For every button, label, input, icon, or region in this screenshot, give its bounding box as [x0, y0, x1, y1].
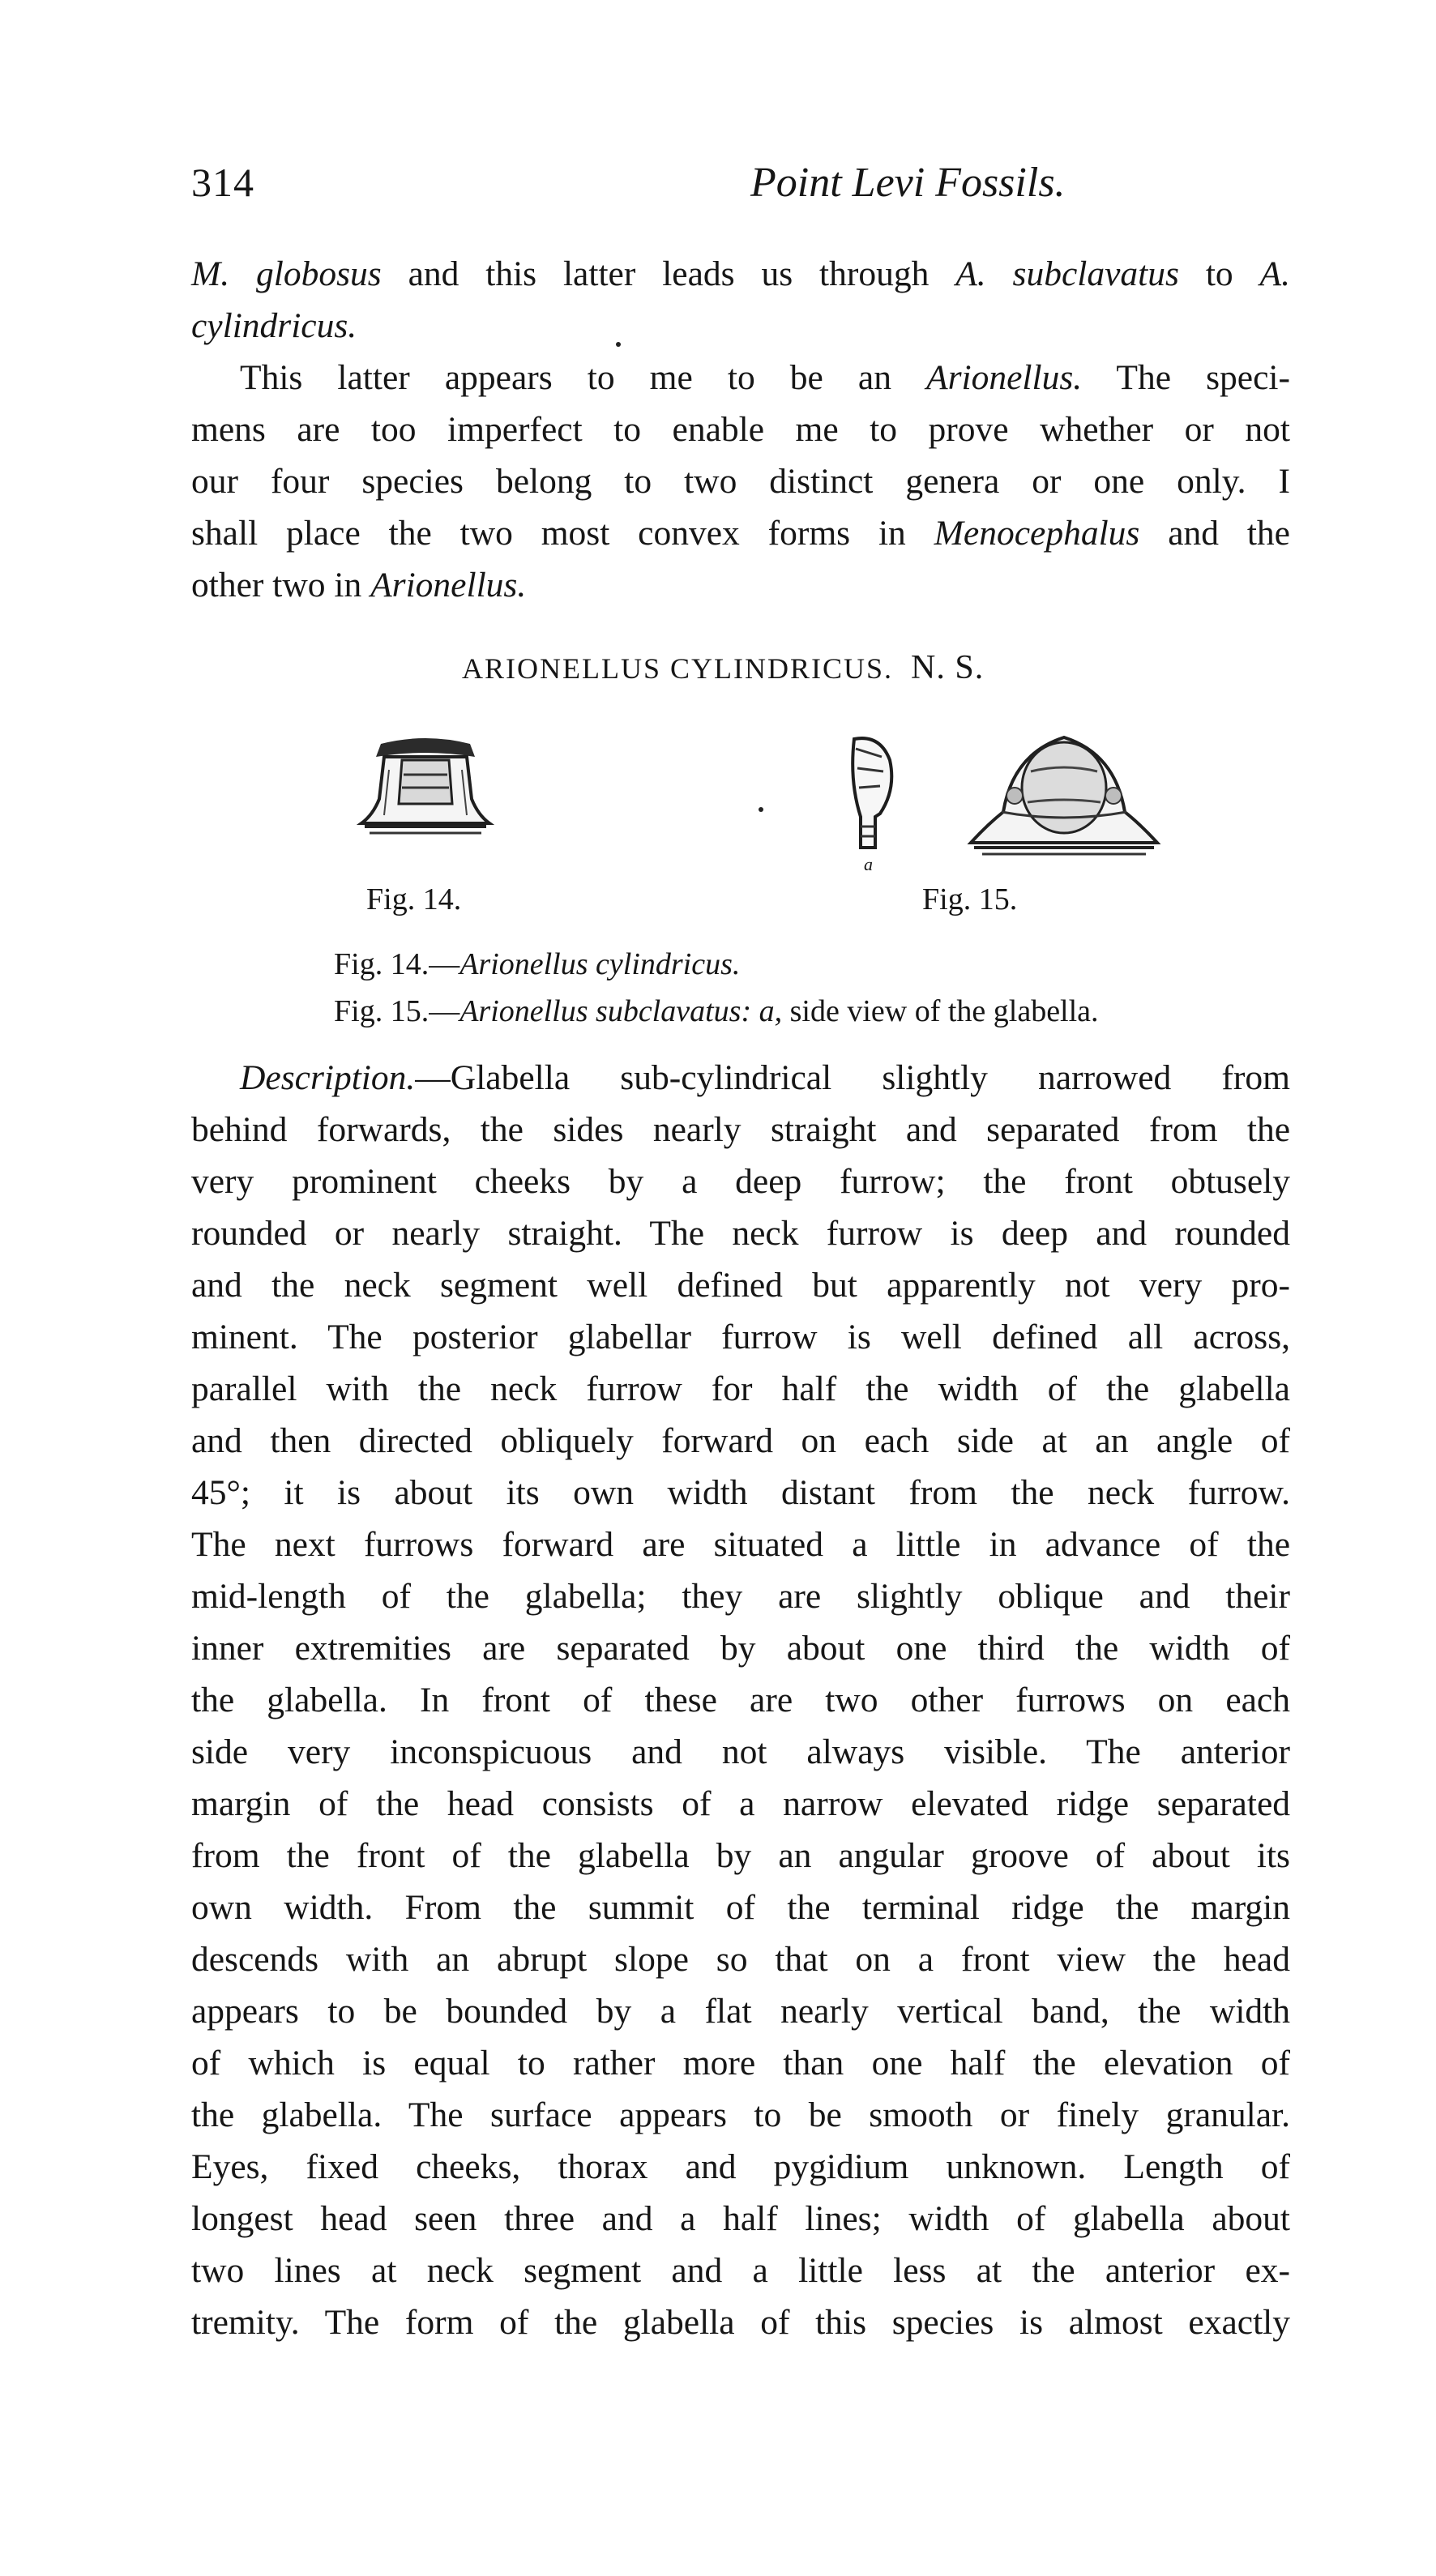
- figure-14-caption: Fig. 14.—Arionellus cylindricus.: [334, 947, 741, 981]
- intro-paragraph: [191, 248, 1290, 611]
- text-line: margin of the head consists of a narrow elevated ridge separated: [191, 1784, 1290, 1823]
- text-line: and then directed obliquely forward on each side at an angle of: [191, 1421, 1290, 1460]
- text-line: side very inconspicuous and not always visible. The anterior: [191, 1732, 1290, 1771]
- species-name: ARIONELLUS CYLINDRICUS.: [462, 652, 893, 685]
- text-line: other two in Arionellus.: [191, 566, 527, 604]
- figure-15-label: Fig. 15.: [922, 882, 1018, 916]
- figure-15-caption: Fig. 15.—Arionellus subclavatus: a, side view of the glabella.: [334, 994, 1099, 1028]
- text-line: and the neck segment well defined but apparently not very pro-: [191, 1266, 1290, 1305]
- text-line: Eyes, fixed cheeks, thorax and pygidium unknown. Length of: [191, 2147, 1290, 2186]
- text-line: tremity. The form of the glabella of this species is almost exactly: [191, 2303, 1290, 2342]
- text-line: the glabella. In front of these are two other furrows on each: [191, 1681, 1290, 1719]
- text-line: The next furrows forward are situated a little in advance of the: [191, 1525, 1290, 1564]
- text-line: of which is equal to rather more than one half the elevation of: [191, 2044, 1290, 2083]
- figure-15-illustration: [963, 721, 1165, 859]
- text-line: [191, 300, 1290, 352]
- text-line: 45°; it is about its own width distant from the neck furrow.: [191, 1473, 1290, 1512]
- print-speck: [616, 342, 621, 347]
- running-title: Point Levi Fossils.: [750, 160, 1066, 206]
- text-line: own width. From the summit of the terminal ridge the margin: [191, 1888, 1290, 1927]
- print-speck: [759, 807, 763, 812]
- taxon-name: Arionellus.: [370, 566, 527, 604]
- species-heading: [462, 648, 984, 687]
- species-status: N. S.: [911, 649, 985, 686]
- text-line: minent. The posterior glabellar furrow is well defined all across,: [191, 1318, 1290, 1356]
- text-line: descends with an abrupt slope so that on a front view the head: [191, 1940, 1290, 1979]
- figure-14-illustration: [357, 737, 494, 843]
- text-line: Description.—Glabella sub-cylindrical slightly narrowed from: [240, 1058, 1290, 1097]
- taxon-name: M. globosus: [191, 254, 382, 293]
- text-line: appears to be bounded by a flat nearly vertical band, the width: [191, 1992, 1290, 2031]
- taxon-name: Arionellus cylindricus.: [459, 947, 741, 981]
- running-header: [191, 159, 1290, 216]
- text-line: M. globosus and this latter leads us through A. subclavatus to A.: [191, 254, 1290, 293]
- text-line: from the front of the glabella by an angular groove of about its: [191, 1836, 1290, 1875]
- description-label: Description.: [240, 1058, 416, 1097]
- text-line: This latter appears to me to be an Arionellus. The speci-: [240, 358, 1290, 397]
- taxon-name: cylindricus.: [191, 306, 357, 345]
- taxon-name: A. subclavatus: [955, 254, 1179, 293]
- figure-15a-side-view: [843, 733, 900, 854]
- taxon-name: Arionellus.: [926, 358, 1083, 397]
- text-line: parallel with the neck furrow for half the width of the glabella: [191, 1369, 1290, 1408]
- page-number: 314: [191, 160, 254, 205]
- text-line: the glabella. The surface appears to be smooth or finely granular.: [191, 2095, 1290, 2134]
- text-line: inner extremities are separated by about one third the width of: [191, 1629, 1290, 1668]
- taxon-name: Arionellus subclavatus:: [459, 994, 752, 1028]
- figure-15-side-letter: a: [864, 854, 873, 874]
- text-line: very prominent cheeks by a deep furrow; the front obtusely: [191, 1162, 1290, 1201]
- taxon-name: Menocephalus: [934, 514, 1140, 553]
- text-line: shall place the two most convex forms in Menocephalus and the: [191, 514, 1290, 553]
- text-line: behind forwards, the sides nearly straight and separated from the: [191, 1110, 1290, 1149]
- text-line: our four species belong to two distinct genera or one only. I: [191, 462, 1290, 501]
- description-paragraph: [191, 1052, 1290, 2348]
- text-line: rounded or nearly straight. The neck furrow is deep and rounded: [191, 1214, 1290, 1253]
- text-line: two lines at neck segment and a little less at the anterior ex-: [191, 2251, 1290, 2290]
- taxon-name: A.: [1259, 254, 1290, 293]
- text-line: mens are too imperfect to enable me to prove whether or not: [191, 410, 1290, 449]
- figure-14-label: Fig. 14.: [366, 882, 462, 916]
- text-line: longest head seen three and a half lines; width of glabella about: [191, 2199, 1290, 2238]
- text-line: mid-length of the glabella; they are slightly oblique and their: [191, 1577, 1290, 1616]
